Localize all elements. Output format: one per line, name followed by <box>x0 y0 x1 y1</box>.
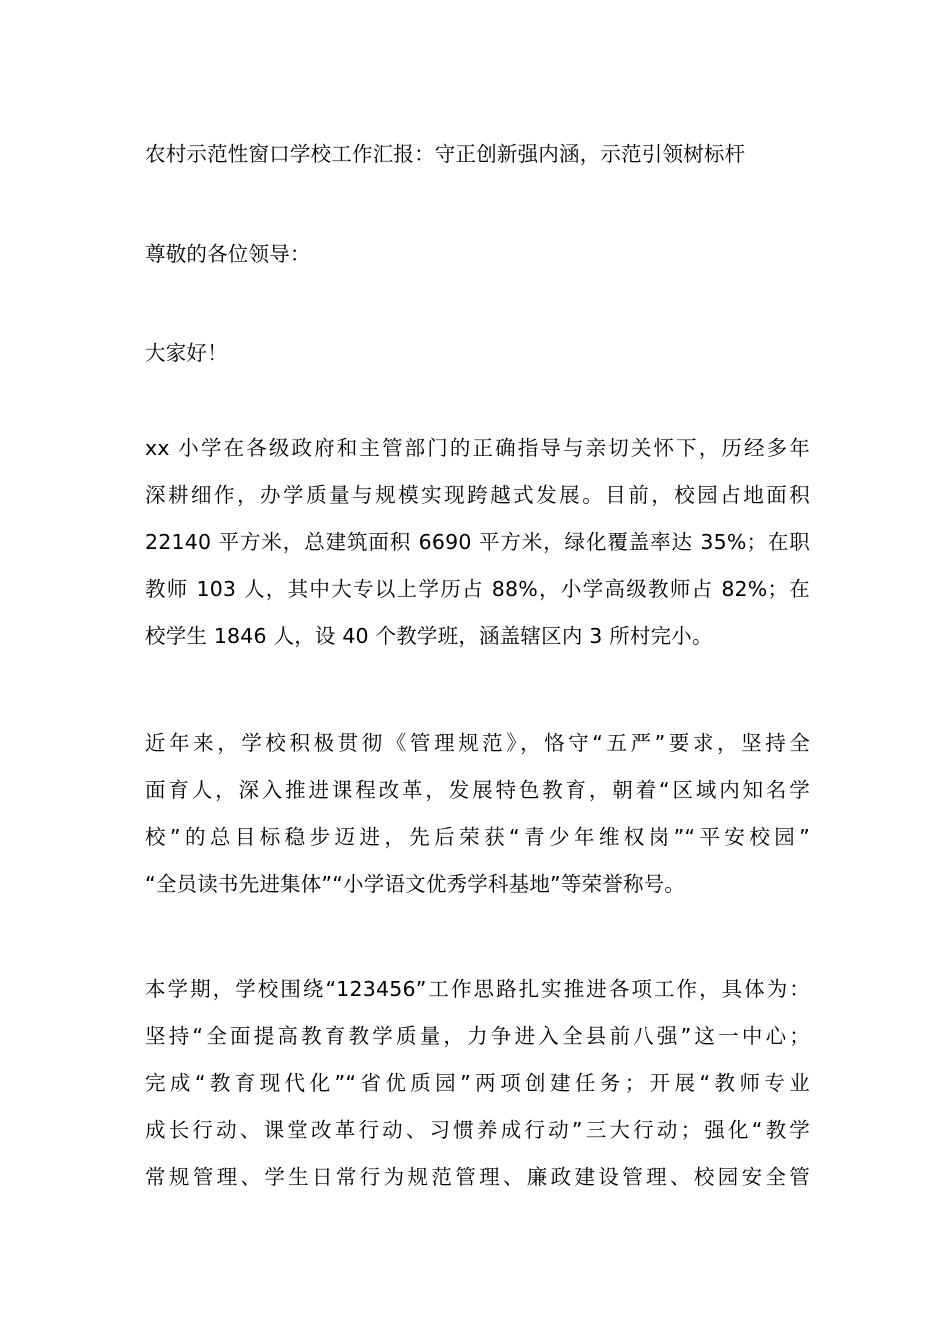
paragraph-line: 常规管理、学生日常行为规范管理、廉政建设管理、校园安全管 <box>145 1165 810 1189</box>
salutation-line: 尊敬的各位领导： <box>145 242 311 266</box>
paragraph-line: 22140 平方米，总建筑面积 6690 平方米，绿化覆盖率达 35%；在职 <box>145 530 810 554</box>
paragraph-line: 校”的总目标稳步迈进，先后荣获“青少年维权岗”“平安校园” <box>145 825 810 849</box>
greeting <box>145 330 810 377</box>
paragraph-line: 近年来，学校积极贯彻《管理规范》，恪守“五严”要求，坚持全 <box>145 731 810 755</box>
paragraph-3 <box>145 966 810 1201</box>
document-title <box>145 131 810 178</box>
paragraph-line: 坚持“全面提高教育教学质量，力争进入全县前八强”这一中心； <box>145 1024 810 1048</box>
paragraph-line: 完成“教育现代化”“省优质园”两项创建任务；开展“教师专业 <box>145 1071 810 1095</box>
greeting-line: 大家好！ <box>145 341 228 365</box>
paragraph-1 <box>145 425 810 660</box>
paragraph-line: 深耕细作，办学质量与规模实现跨越式发展。目前，校园占地面积 <box>145 483 810 507</box>
paragraph-line: 本学期，学校围绕“123456”工作思路扎实推进各项工作，具体为： <box>145 977 810 1001</box>
salutation <box>145 231 810 278</box>
paragraph-line: 成长行动、课堂改革行动、习惯养成行动”三大行动；强化“教学 <box>145 1118 810 1142</box>
paragraph-line: 教师 103 人，其中大专以上学历占 88%，小学高级教师占 82%；在 <box>145 577 810 601</box>
paragraph-line: “全员读书先进集体”“小学语文优秀学科基地”等荣誉称号。 <box>145 872 686 896</box>
paragraph-line: xx 小学在各级政府和主管部门的正确指导与亲切关怀下，历经多年 <box>145 436 810 460</box>
paragraph-line: 校学生 1846 人，设 40 个教学班，涵盖辖区内 3 所村完小。 <box>145 624 713 648</box>
paragraph-2 <box>145 720 810 908</box>
paragraph-line: 面育人，深入推进课程改革，发展特色教育，朝着“区域内知名学 <box>145 778 810 802</box>
title-line: 农村示范性窗口学校工作汇报：守正创新强内涵，示范引领树标杆 <box>145 142 746 166</box>
